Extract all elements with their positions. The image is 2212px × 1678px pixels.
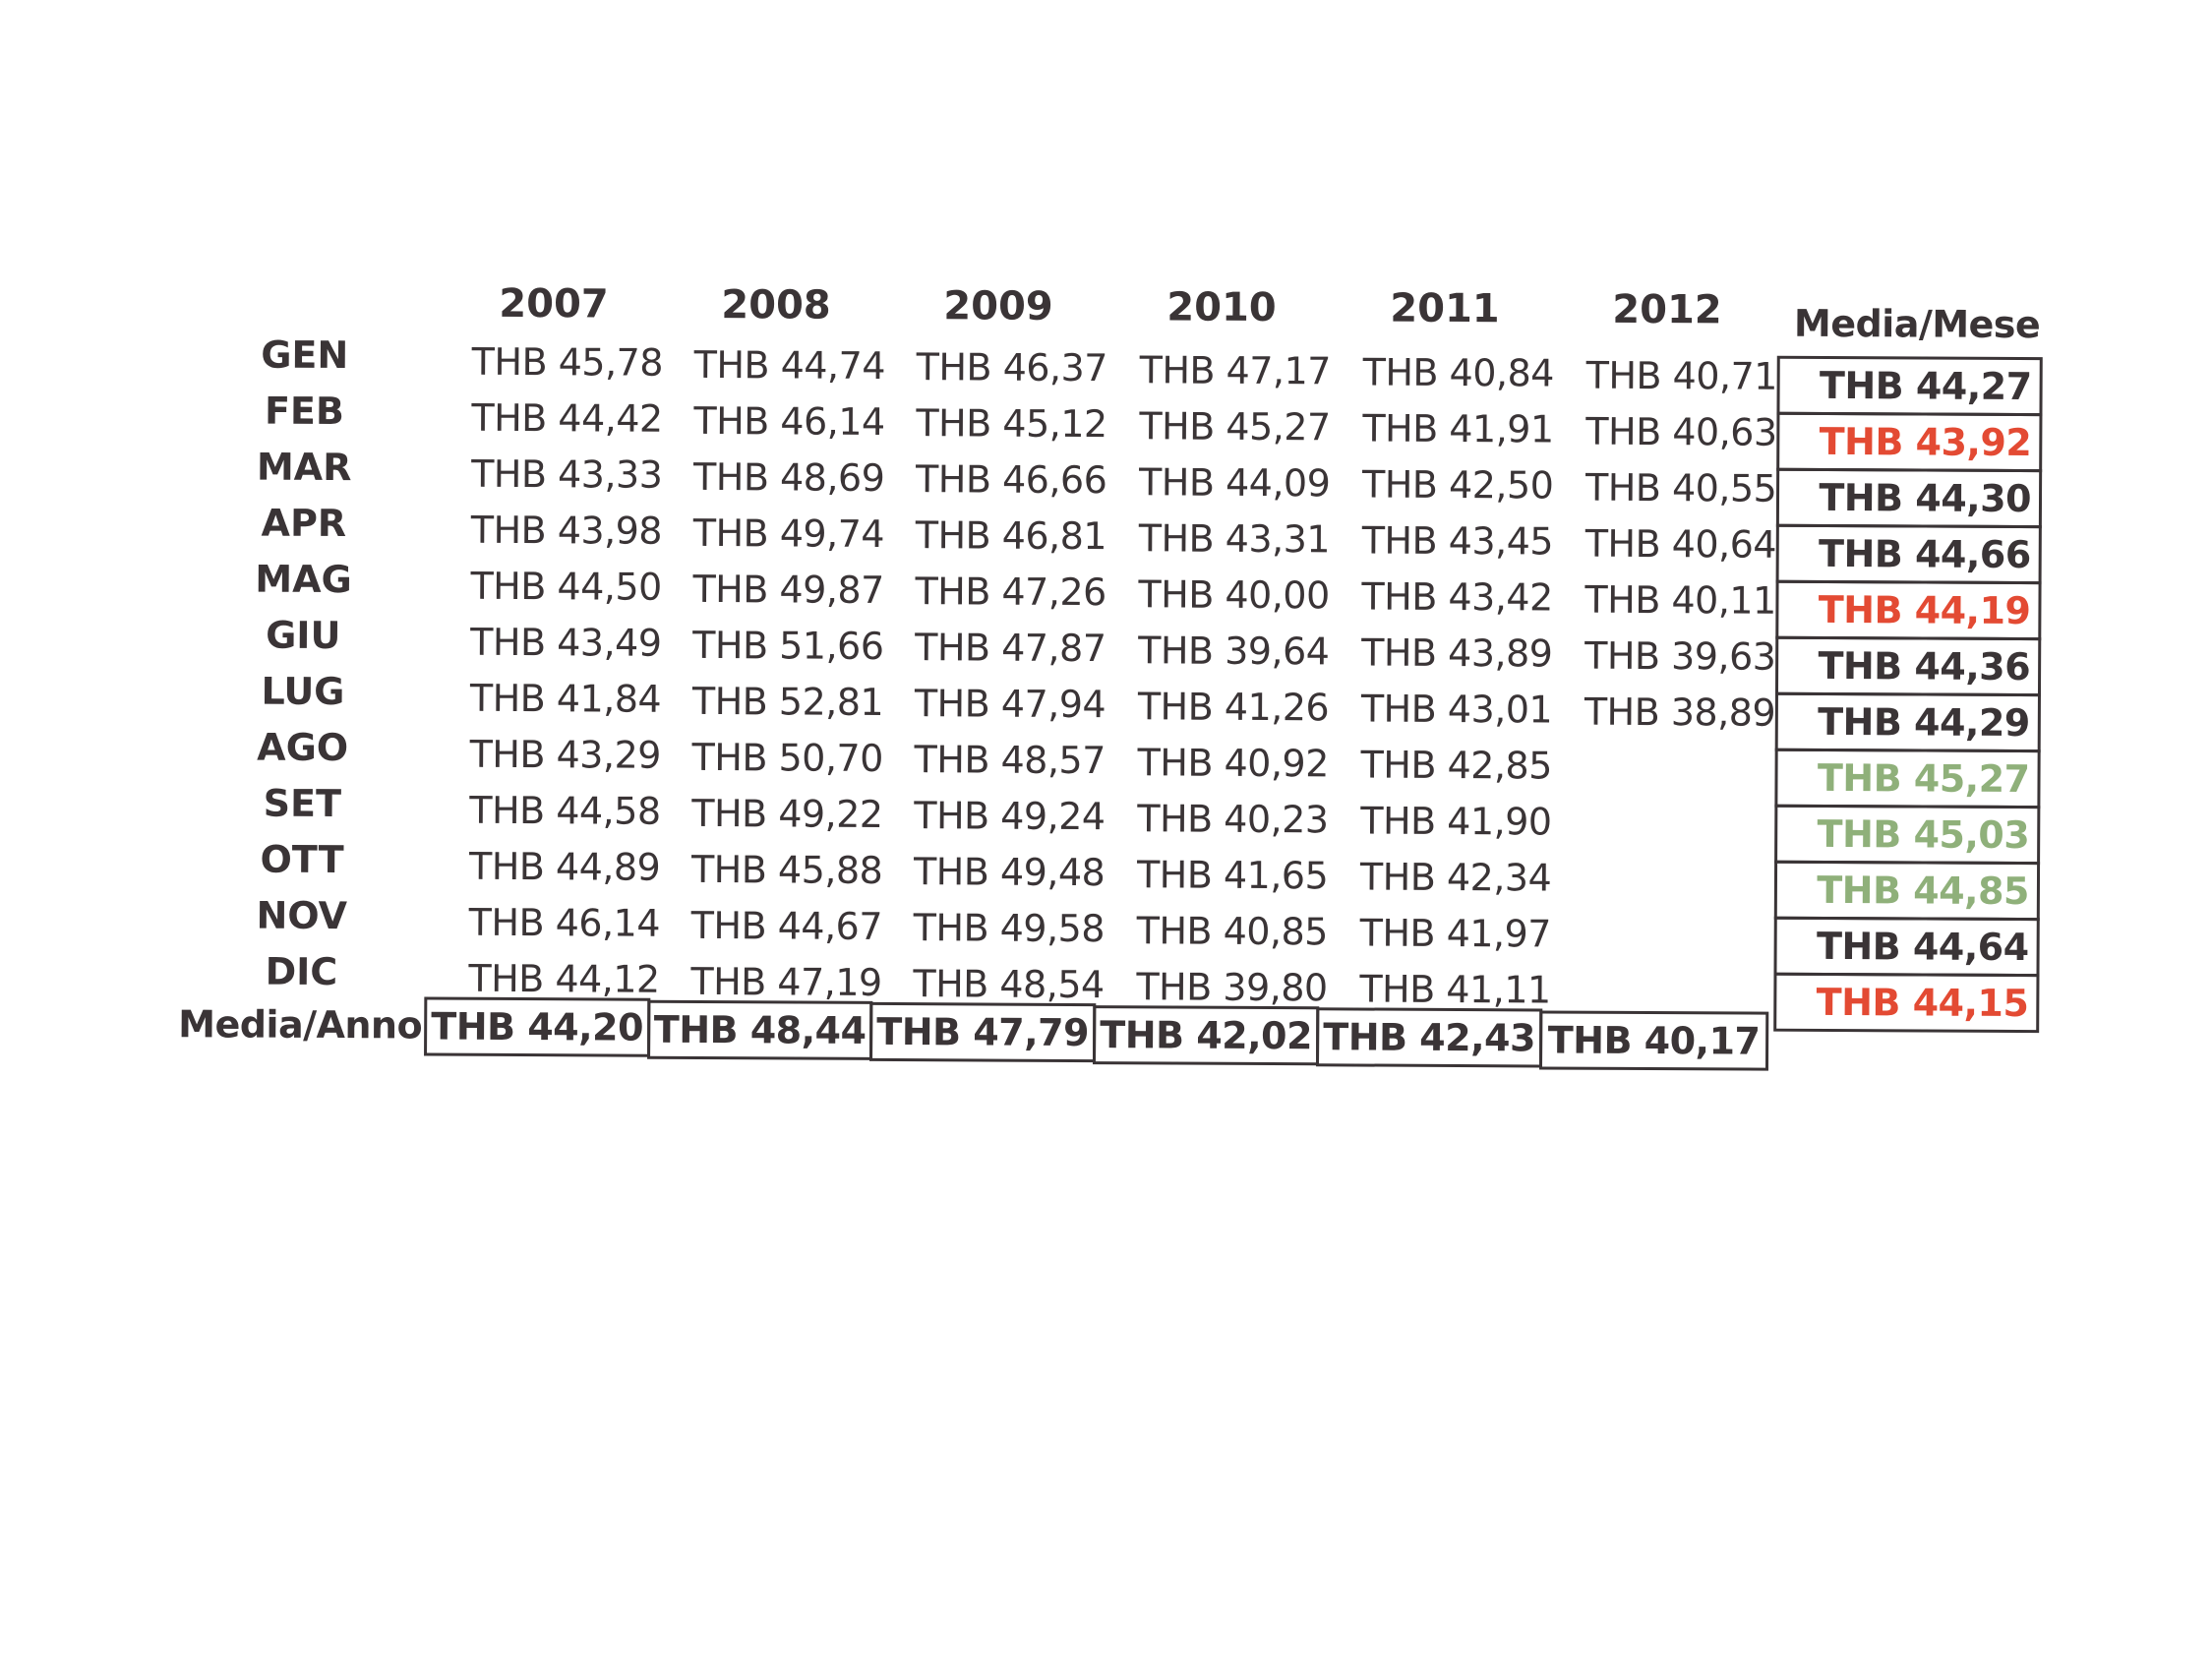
rate-cell: THB 46,14 bbox=[468, 900, 661, 945]
rate-cell: THB 42,50 bbox=[1361, 462, 1554, 508]
media-mese-cell: THB 43,92 bbox=[1776, 412, 2042, 472]
media-anno-cell: THB 44,20 bbox=[424, 997, 650, 1057]
rate-cell: THB 47,87 bbox=[915, 626, 1106, 671]
media-anno-cell: THB 42,02 bbox=[1093, 1005, 1319, 1065]
month-label: LUG bbox=[261, 669, 345, 714]
rate-cell: THB 49,58 bbox=[913, 906, 1106, 951]
year-header: 2008 bbox=[721, 282, 831, 329]
media-mese-cell: THB 44,36 bbox=[1775, 636, 2041, 696]
rate-cell: THB 43,98 bbox=[470, 508, 663, 553]
rate-cell: THB 41,11 bbox=[1359, 967, 1551, 1012]
rate-cell: THB 41,90 bbox=[1360, 799, 1552, 844]
rate-cell: THB 48,57 bbox=[914, 738, 1106, 783]
rate-cell: THB 51,66 bbox=[692, 623, 884, 668]
rate-cell: THB 50,70 bbox=[691, 735, 883, 780]
rate-cell: THB 43,49 bbox=[470, 620, 662, 665]
rate-cell: THB 46,66 bbox=[915, 457, 1107, 503]
rate-cell: THB 44,89 bbox=[468, 844, 661, 889]
rate-cell: THB 39,63 bbox=[1584, 633, 1776, 679]
rate-cell: THB 52,81 bbox=[691, 679, 884, 724]
rate-cell: THB 45,27 bbox=[1139, 403, 1331, 449]
media-mese-cell: THB 44,29 bbox=[1775, 692, 2041, 752]
rate-cell: THB 46,37 bbox=[916, 345, 1108, 390]
media-mese-cell: THB 45,27 bbox=[1774, 749, 2040, 809]
rate-cell: THB 47,94 bbox=[914, 682, 1106, 727]
media-mese-cell: THB 44,19 bbox=[1775, 580, 2041, 640]
rate-cell: THB 40,71 bbox=[1585, 353, 1778, 398]
rate-cell: THB 44,58 bbox=[469, 788, 661, 833]
rate-cell: THB 45,12 bbox=[916, 401, 1107, 447]
media-mese-cell: THB 44,27 bbox=[1776, 356, 2042, 416]
rate-cell: THB 47,17 bbox=[1139, 347, 1332, 392]
rate-cell: THB 46,14 bbox=[693, 398, 885, 444]
rate-cell: THB 39,64 bbox=[1138, 628, 1330, 673]
rate-cell: THB 44,09 bbox=[1138, 459, 1331, 505]
rate-cell: THB 44,50 bbox=[470, 564, 662, 609]
year-header: 2007 bbox=[499, 280, 609, 328]
month-label: SET bbox=[263, 781, 342, 826]
media-mese-cell: THB 44,15 bbox=[1773, 973, 2039, 1033]
rate-cell: THB 48,54 bbox=[913, 962, 1105, 1007]
rate-cell: THB 40,00 bbox=[1138, 571, 1330, 617]
rate-cell: THB 40,84 bbox=[1362, 350, 1555, 395]
rate-cell: THB 48,69 bbox=[693, 454, 885, 500]
rate-cell: THB 40,63 bbox=[1585, 409, 1777, 454]
rate-cell: THB 47,26 bbox=[915, 569, 1106, 615]
rate-cell: THB 49,74 bbox=[692, 510, 885, 556]
month-label: OTT bbox=[260, 837, 344, 882]
rate-cell: THB 43,42 bbox=[1361, 574, 1553, 620]
rate-cell: THB 42,34 bbox=[1359, 855, 1552, 900]
rate-cell: THB 40,23 bbox=[1137, 796, 1329, 841]
year-header: 2010 bbox=[1166, 284, 1277, 331]
month-label: NOV bbox=[256, 893, 348, 938]
media-anno-label: Media/Anno bbox=[178, 1002, 423, 1048]
month-label: FEB bbox=[264, 389, 345, 434]
media-mese-cell: THB 44,64 bbox=[1773, 917, 2039, 977]
media-anno-cell: THB 48,44 bbox=[647, 999, 872, 1059]
rate-cell: THB 44,74 bbox=[693, 342, 886, 388]
media-mese-cell: THB 44,30 bbox=[1776, 468, 2042, 528]
rate-cell: THB 41,91 bbox=[1362, 406, 1554, 451]
rate-cell: THB 47,19 bbox=[690, 959, 882, 1004]
month-label: APR bbox=[261, 501, 347, 546]
rate-cell: THB 44,67 bbox=[690, 903, 883, 948]
rate-cell: THB 41,65 bbox=[1136, 852, 1329, 897]
media-mese-cell: THB 44,66 bbox=[1776, 524, 2042, 584]
rate-cell: THB 40,64 bbox=[1584, 521, 1777, 567]
month-label: DIC bbox=[265, 949, 338, 994]
rate-cell: THB 41,26 bbox=[1137, 684, 1330, 729]
media-mese-cell: THB 45,03 bbox=[1774, 805, 2040, 865]
media-anno-cell: THB 47,79 bbox=[869, 1002, 1096, 1062]
rate-cell: THB 45,78 bbox=[471, 339, 664, 385]
rate-cell: THB 43,89 bbox=[1361, 630, 1553, 676]
rate-cell: THB 49,87 bbox=[692, 567, 884, 612]
rate-cell: THB 41,84 bbox=[469, 676, 662, 721]
rate-cell: THB 49,48 bbox=[913, 850, 1106, 895]
month-label: AGO bbox=[257, 725, 349, 770]
rate-cell: THB 49,24 bbox=[914, 794, 1106, 839]
rate-cell: THB 45,88 bbox=[690, 847, 883, 892]
year-header: 2009 bbox=[943, 283, 1053, 330]
rate-cell: THB 40,85 bbox=[1136, 908, 1329, 953]
media-mese-header: Media/Mese bbox=[1793, 301, 2041, 347]
rate-cell: THB 43,45 bbox=[1361, 518, 1554, 564]
month-label: MAG bbox=[255, 557, 352, 602]
rate-cell: THB 40,11 bbox=[1584, 577, 1776, 623]
rate-cell: THB 42,85 bbox=[1360, 743, 1552, 788]
month-label: MAR bbox=[256, 445, 352, 490]
month-label: GIU bbox=[266, 613, 341, 658]
rate-cell: THB 46,81 bbox=[915, 513, 1107, 559]
year-header: 2011 bbox=[1390, 285, 1500, 332]
rate-cell: THB 43,29 bbox=[469, 732, 661, 777]
rate-cell: THB 43,33 bbox=[471, 451, 663, 497]
year-header: 2012 bbox=[1612, 286, 1722, 333]
media-anno-cell: THB 40,17 bbox=[1539, 1010, 1768, 1070]
rate-cell: THB 43,01 bbox=[1360, 687, 1553, 732]
rate-cell: THB 49,22 bbox=[691, 791, 883, 836]
rate-cell: THB 39,80 bbox=[1136, 964, 1328, 1009]
rate-cell: THB 40,92 bbox=[1137, 740, 1329, 785]
rate-cell: THB 41,97 bbox=[1359, 911, 1552, 956]
rate-cell: THB 44,42 bbox=[471, 395, 663, 441]
rate-cell: THB 38,89 bbox=[1584, 689, 1776, 735]
media-anno-cell: THB 42,43 bbox=[1316, 1007, 1542, 1067]
month-label: GEN bbox=[261, 332, 349, 378]
rate-cell: THB 40,55 bbox=[1584, 465, 1777, 510]
rate-cell: THB 44,12 bbox=[468, 956, 660, 1001]
media-mese-cell: THB 44,85 bbox=[1774, 861, 2040, 921]
rate-cell: THB 43,31 bbox=[1138, 515, 1331, 561]
